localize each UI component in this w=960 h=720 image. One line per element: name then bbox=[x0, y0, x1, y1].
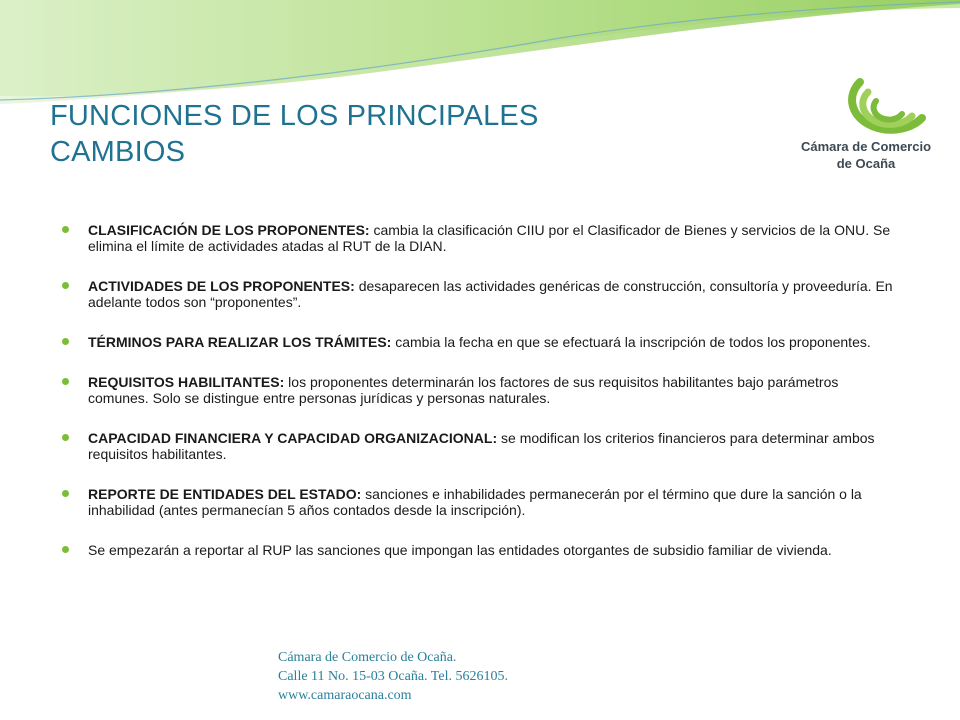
bullet-text: desaparecen las actividades genéricas de construcción, consultoría y proveeduría. En adelante todos son “proponentes”. bbox=[88, 278, 893, 310]
logo-text-line1: Cámara de Comercio bbox=[800, 139, 932, 154]
list-item bbox=[62, 278, 902, 310]
logo-rings-icon bbox=[798, 74, 934, 138]
slide-title bbox=[50, 98, 690, 170]
footer-line2: Calle 11 No. 15-03 Ocaña. Tel. 5626105. bbox=[278, 669, 508, 684]
list-item bbox=[62, 334, 902, 350]
bullet-heading: CAPACIDAD FINANCIERA Y CAPACIDAD ORGANIZACIONAL: bbox=[88, 430, 498, 446]
slide-title-line2: CAMBIOS bbox=[50, 136, 186, 168]
bullet-heading: CLASIFICACIÓN DE LOS PROPONENTES: bbox=[88, 222, 370, 238]
bullet-heading: ACTIVIDADES DE LOS PROPONENTES: bbox=[88, 278, 355, 294]
footer-line1: Cámara de Comercio de Ocaña. bbox=[278, 650, 457, 665]
bullet-heading: REQUISITOS HABILITANTES: bbox=[88, 374, 285, 390]
logo-text-line2: de Ocaña bbox=[836, 156, 896, 171]
bullet-heading: REPORTE DE ENTIDADES DEL ESTADO: bbox=[88, 486, 362, 502]
chamber-logo bbox=[782, 74, 950, 184]
list-item bbox=[62, 486, 902, 518]
slide-title-line1: FUNCIONES DE LOS PRINCIPALES bbox=[50, 100, 539, 132]
logo-text bbox=[782, 138, 950, 172]
changes-list bbox=[62, 222, 902, 582]
bullet-dot-icon bbox=[62, 490, 69, 497]
bullet-text: se modifican los criterios financieros para determinar ambos requisitos habilitantes. bbox=[88, 430, 875, 462]
bullet-heading: TÉRMINOS PARA REALIZAR LOS TRÁMITES: bbox=[88, 334, 392, 350]
bullet-text: sanciones e inhabilidades permanecerán por el término que dure la sanción o la inhabilidad (antes permanecían 5 años contados desde la inscripción). bbox=[88, 486, 862, 518]
list-item bbox=[62, 430, 902, 462]
bullet-dot-icon bbox=[62, 226, 69, 233]
bullet-dot-icon bbox=[62, 546, 69, 553]
bullet-dot-icon bbox=[62, 282, 69, 289]
list-item bbox=[62, 542, 902, 558]
bullet-dot-icon bbox=[62, 434, 69, 441]
bullet-dot-icon bbox=[62, 378, 69, 385]
bullet-text: Se empezarán a reportar al RUP las sanciones que impongan las entidades otorgantes de subsidio familiar de vivienda. bbox=[88, 542, 832, 558]
footer-website-link[interactable]: www.camaraocana.com bbox=[278, 688, 412, 703]
list-item bbox=[62, 374, 902, 406]
list-item bbox=[62, 222, 902, 254]
bullet-text: cambia la fecha en que se efectuará la inscripción de todos los proponentes. bbox=[391, 334, 871, 350]
bullet-dot-icon bbox=[62, 338, 69, 345]
bullet-text: cambia la clasificación CIIU por el Clasificador de Bienes y servicios de la ONU. Se elimina el límite de actividades atadas al RUT de la DIAN. bbox=[88, 222, 891, 254]
bullet-text: los proponentes determinarán los factores de sus requisitos habilitantes bajo parámetros comunes. Solo se distingue entre personas jurídicas y personas naturales. bbox=[88, 374, 839, 406]
footer-contact bbox=[278, 648, 508, 705]
